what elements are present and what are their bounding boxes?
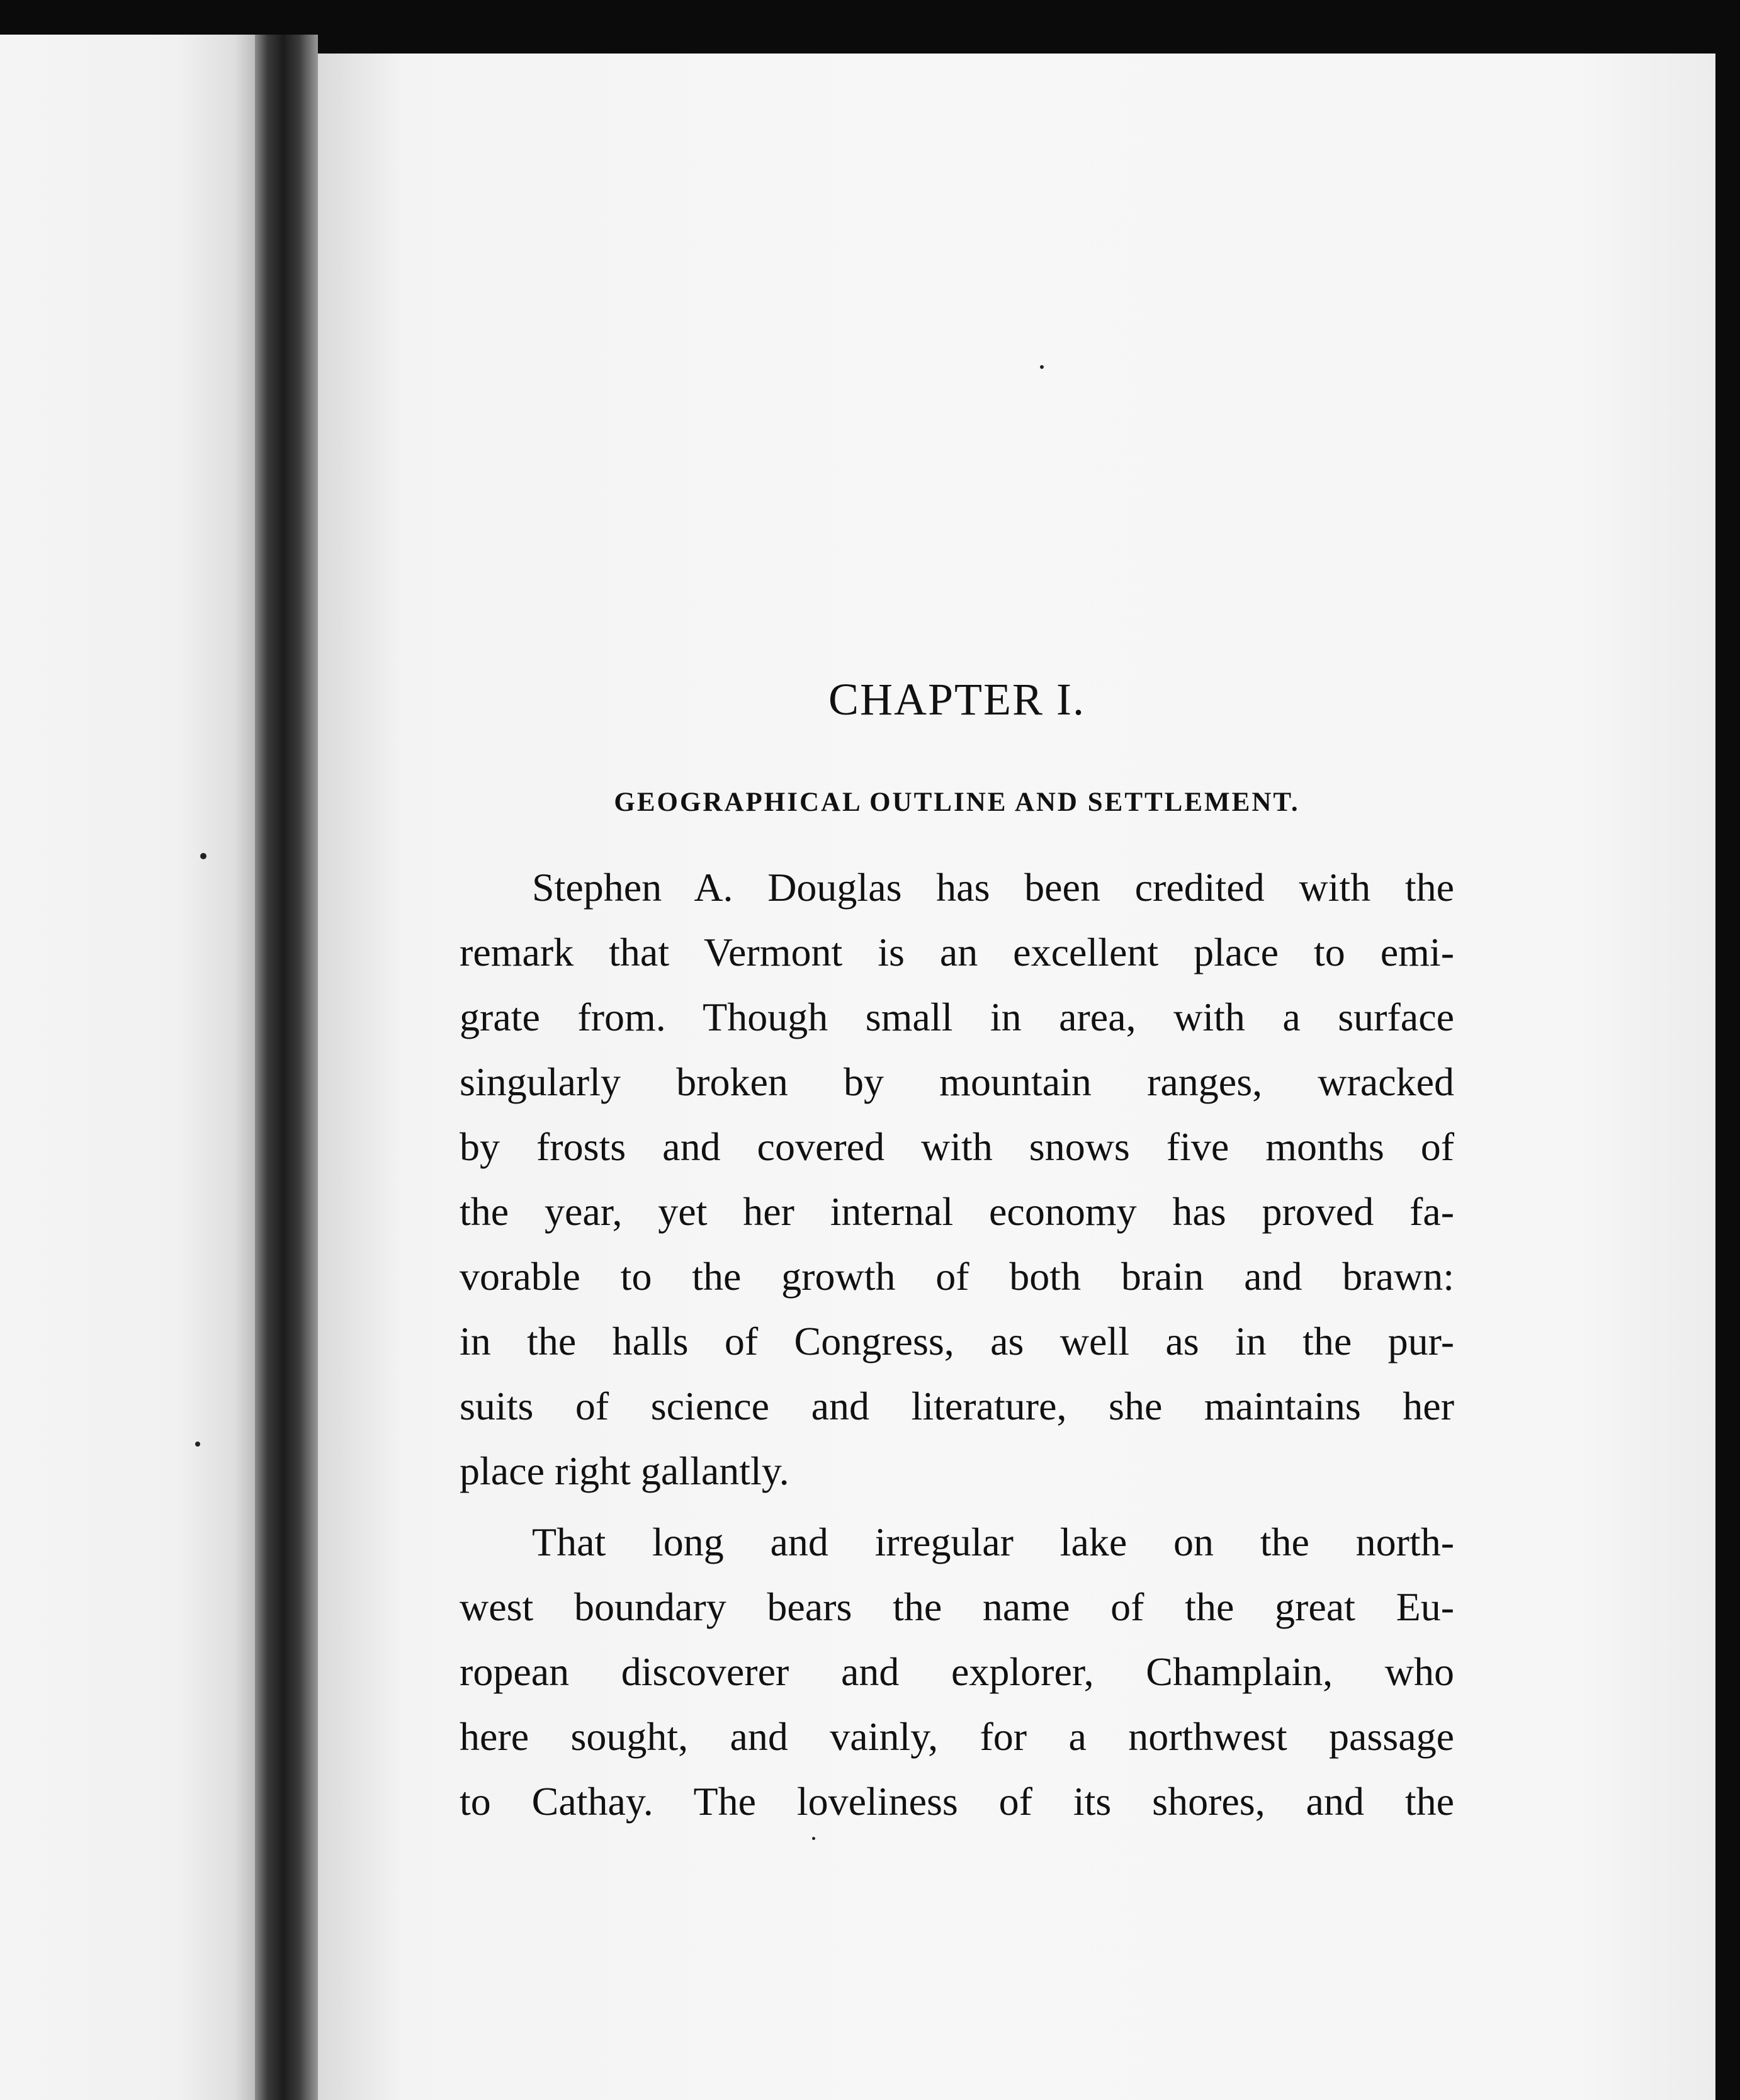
book-gutter <box>255 35 318 2100</box>
left-page-fragment <box>0 601 57 639</box>
left-page-fragment <box>0 1237 57 1275</box>
left-page-fragment <box>0 1111 57 1149</box>
body-line: That long and irregular lake on the north- <box>532 1520 1454 1564</box>
scan-speck <box>812 1837 815 1840</box>
scan-speck <box>195 1442 200 1447</box>
section-heading: GEOGRAPHICAL OUTLINE AND SETTLEMENT. <box>614 788 1300 817</box>
left-page-fragment <box>0 403 57 441</box>
body-line: remark that Vermont is an excellent place to emi- <box>460 930 1454 974</box>
left-page-fragment <box>0 916 57 954</box>
body-line: vorable to the growth of both brain and brawn: <box>460 1254 1454 1299</box>
body-line: grate from. Though small in area, with a surface <box>460 995 1454 1039</box>
body-line: west boundary bears the name of the great Eu- <box>460 1584 1454 1629</box>
body-line: here sought, and vainly, for a northwest passage <box>460 1714 1454 1759</box>
scan-right-border <box>1715 54 1740 2100</box>
body-line: singularly broken by mountain ranges, wracked <box>460 1059 1454 1104</box>
body-line: by frosts and covered with snows five months of <box>460 1124 1454 1169</box>
body-line: suits of science and literature, she maintains her <box>460 1384 1454 1428</box>
left-page-fragment <box>0 1426 57 1464</box>
scan-speck <box>200 853 206 859</box>
body-line: ropean discoverer and explorer, Champlain, who <box>460 1649 1454 1694</box>
scan-speck <box>1040 365 1044 369</box>
left-page-fragment <box>0 1552 57 1589</box>
left-page-fragment <box>0 1363 57 1401</box>
left-page-fragment <box>0 1615 57 1652</box>
chapter-title: CHAPTER I. <box>828 674 1086 725</box>
left-page-fragment <box>0 1300 57 1338</box>
body-line: in the halls of Congress, as well as in the pur- <box>460 1319 1454 1363</box>
left-page-fragment <box>0 853 57 891</box>
left-page-fragment <box>0 1174 57 1212</box>
left-page-edge <box>0 35 255 2100</box>
body-line: place right gallantly. <box>460 1448 789 1493</box>
left-page-fragment <box>0 1048 57 1086</box>
left-page-fragment <box>0 1678 57 1715</box>
body-line: the year, yet her internal economy has proved fa- <box>460 1189 1454 1234</box>
body-line: to Cathay. The loveliness of its shores, and the <box>460 1779 1454 1824</box>
left-page-fragment <box>0 727 57 765</box>
left-page-fragment <box>0 469 57 507</box>
body-line: Stephen A. Douglas has been credited with the <box>532 865 1454 910</box>
left-page-fragment <box>0 1489 57 1527</box>
